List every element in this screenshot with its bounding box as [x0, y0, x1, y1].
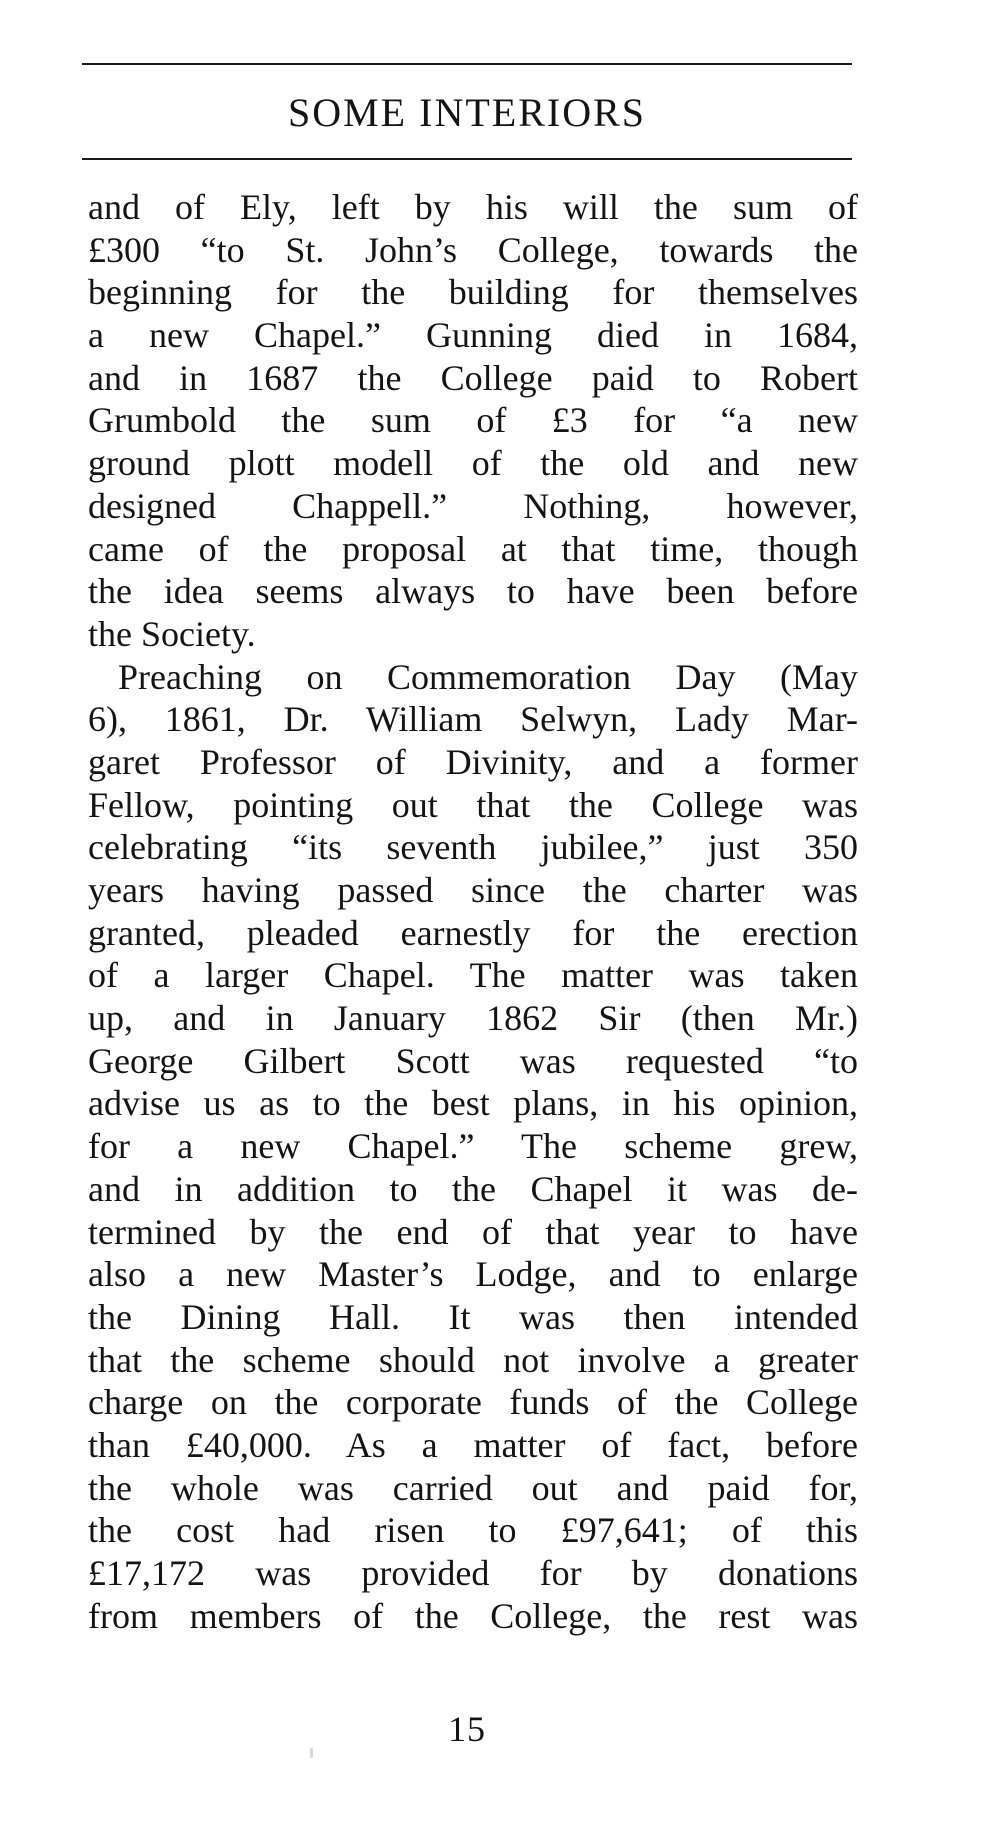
header-rule-bottom: [82, 158, 852, 160]
text-line: Fellow, pointing out that the College was: [88, 784, 858, 825]
text-line: celebrating “its seventh jubilee,” just 350: [88, 827, 858, 868]
text-line: years having passed since the charter was: [88, 870, 858, 910]
text-line: 6), 1861, Dr. William Selwyn, Lady Mar-: [88, 699, 858, 740]
text-line: ground plott modell of the old and new: [88, 443, 858, 484]
text-line: came of the proposal at that time, though: [88, 528, 858, 569]
text-line: from members of the College, the rest was: [88, 1595, 858, 1636]
page-number: 15: [448, 1709, 486, 1749]
text-line: advise us as to the best plans, in his opinion,: [88, 1083, 858, 1124]
body-text: [88, 186, 858, 1637]
text-line: and of Ely, left by his will the sum of: [88, 187, 858, 227]
text-line: and in 1687 the College paid to Robert: [88, 357, 858, 398]
text-line: granted, pleaded earnestly for the erection: [88, 912, 858, 953]
text-line: Grumbold the sum of £3 for “a new: [88, 400, 858, 441]
header-rule-top: [82, 63, 852, 65]
text-line: of a larger Chapel. The matter was taken: [88, 955, 858, 996]
text-line: the whole was carried out and paid for,: [88, 1467, 858, 1508]
text-line: £300 “to St. John’s College, towards the: [88, 229, 858, 270]
text-line: beginning for the building for themselves: [88, 272, 858, 313]
text-line: that the scheme should not involve a greater: [88, 1339, 858, 1380]
paragraph-start-line: Preaching on Commemoration Day (May: [118, 656, 858, 697]
text-line: garet Professor of Divinity, and a former: [88, 741, 858, 782]
paper-speck: [310, 1748, 313, 1758]
text-line: charge on the corporate funds of the College: [88, 1382, 858, 1423]
paragraph-end-line: the Society.: [88, 613, 256, 654]
text-line: the cost had risen to £97,641; of this: [88, 1510, 858, 1551]
text-line: up, and in January 1862 Sir (then Mr.): [88, 998, 858, 1039]
running-head: SOME INTERIORS: [287, 90, 647, 135]
text-line: a new Chapel.” Gunning died in 1684,: [88, 315, 858, 356]
text-line: and in addition to the Chapel it was de-: [88, 1168, 858, 1209]
text-line: than £40,000. As a matter of fact, before: [88, 1424, 858, 1465]
text-line: the Dining Hall. It was then intended: [88, 1296, 858, 1337]
text-line: George Gilbert Scott was requested “to: [88, 1040, 858, 1081]
text-line: £17,172 was provided for by donations: [88, 1553, 858, 1593]
text-line: for a new Chapel.” The scheme grew,: [88, 1126, 858, 1167]
text-line: termined by the end of that year to have: [88, 1211, 858, 1252]
text-line: designed Chappell.” Nothing, however,: [88, 485, 858, 526]
text-line: the idea seems always to have been before: [88, 571, 858, 612]
text-line: also a new Master’s Lodge, and to enlarge: [88, 1254, 858, 1295]
